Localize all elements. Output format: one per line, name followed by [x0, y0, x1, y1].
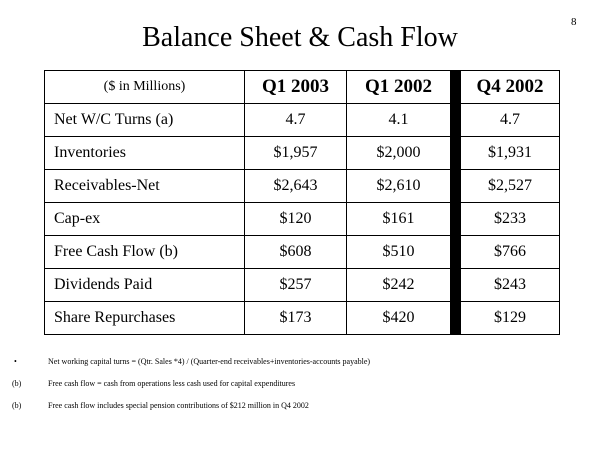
column-separator	[451, 170, 461, 203]
table-row	[45, 302, 560, 335]
table-cell: $2,643	[245, 170, 347, 203]
footnote	[12, 400, 592, 411]
table-header-row	[45, 71, 560, 104]
table-cell: $129	[461, 302, 560, 335]
row-label: Cap-ex	[45, 203, 245, 236]
column-separator	[451, 104, 461, 137]
table-body	[45, 104, 560, 335]
table-cell: 4.7	[461, 104, 560, 137]
table-cell: $1,957	[245, 137, 347, 170]
table-cell: $161	[347, 203, 451, 236]
table-row	[45, 137, 560, 170]
footnote-marker: (b)	[12, 379, 22, 388]
table-cell: $1,931	[461, 137, 560, 170]
footnote-text: Free cash flow includes special pension contributions of $212 million in Q4 2002	[48, 401, 309, 410]
column-header: Q1 2002	[347, 71, 451, 104]
column-header: Q1 2003	[245, 71, 347, 104]
column-separator	[451, 269, 461, 302]
row-label: Free Cash Flow (b)	[45, 236, 245, 269]
unit-header: ($ in Millions)	[45, 71, 245, 104]
table-cell: 4.1	[347, 104, 451, 137]
column-separator	[451, 236, 461, 269]
column-separator	[451, 137, 461, 170]
footnote-marker: •	[14, 357, 17, 366]
footnote	[12, 378, 592, 389]
table-row	[45, 104, 560, 137]
page-number: 8	[571, 16, 577, 28]
table-cell: $766	[461, 236, 560, 269]
table-cell: $2,000	[347, 137, 451, 170]
column-separator	[451, 203, 461, 236]
table-cell: $173	[245, 302, 347, 335]
table-cell: $233	[461, 203, 560, 236]
footnote	[12, 356, 592, 367]
balance-sheet-table	[44, 70, 560, 335]
table-cell: $608	[245, 236, 347, 269]
table-row	[45, 236, 560, 269]
footnotes	[12, 356, 592, 422]
row-label: Net W/C Turns (a)	[45, 104, 245, 137]
footnote-marker: (b)	[12, 401, 22, 410]
table-cell: 4.7	[245, 104, 347, 137]
footnote-text: Net working capital turns = (Qtr. Sales *4) / (Quarter-end receivables+inventories-accounts payable)	[48, 357, 371, 366]
column-separator	[451, 71, 461, 104]
table-cell: $242	[347, 269, 451, 302]
row-label: Dividends Paid	[45, 269, 245, 302]
table-cell: $2,527	[461, 170, 560, 203]
column-separator	[451, 302, 461, 335]
page-title: Balance Sheet & Cash Flow	[142, 22, 458, 53]
table-cell: $510	[347, 236, 451, 269]
table-row	[45, 170, 560, 203]
row-label: Share Repurchases	[45, 302, 245, 335]
table-cell: $420	[347, 302, 451, 335]
row-label: Inventories	[45, 137, 245, 170]
row-label: Receivables-Net	[45, 170, 245, 203]
table-row	[45, 269, 560, 302]
column-header: Q4 2002	[461, 71, 560, 104]
table-cell: $120	[245, 203, 347, 236]
table-cell: $243	[461, 269, 560, 302]
footnote-text: Free cash flow = cash from operations less cash used for capital expenditures	[48, 379, 296, 388]
table-cell: $257	[245, 269, 347, 302]
table-row	[45, 203, 560, 236]
table-cell: $2,610	[347, 170, 451, 203]
